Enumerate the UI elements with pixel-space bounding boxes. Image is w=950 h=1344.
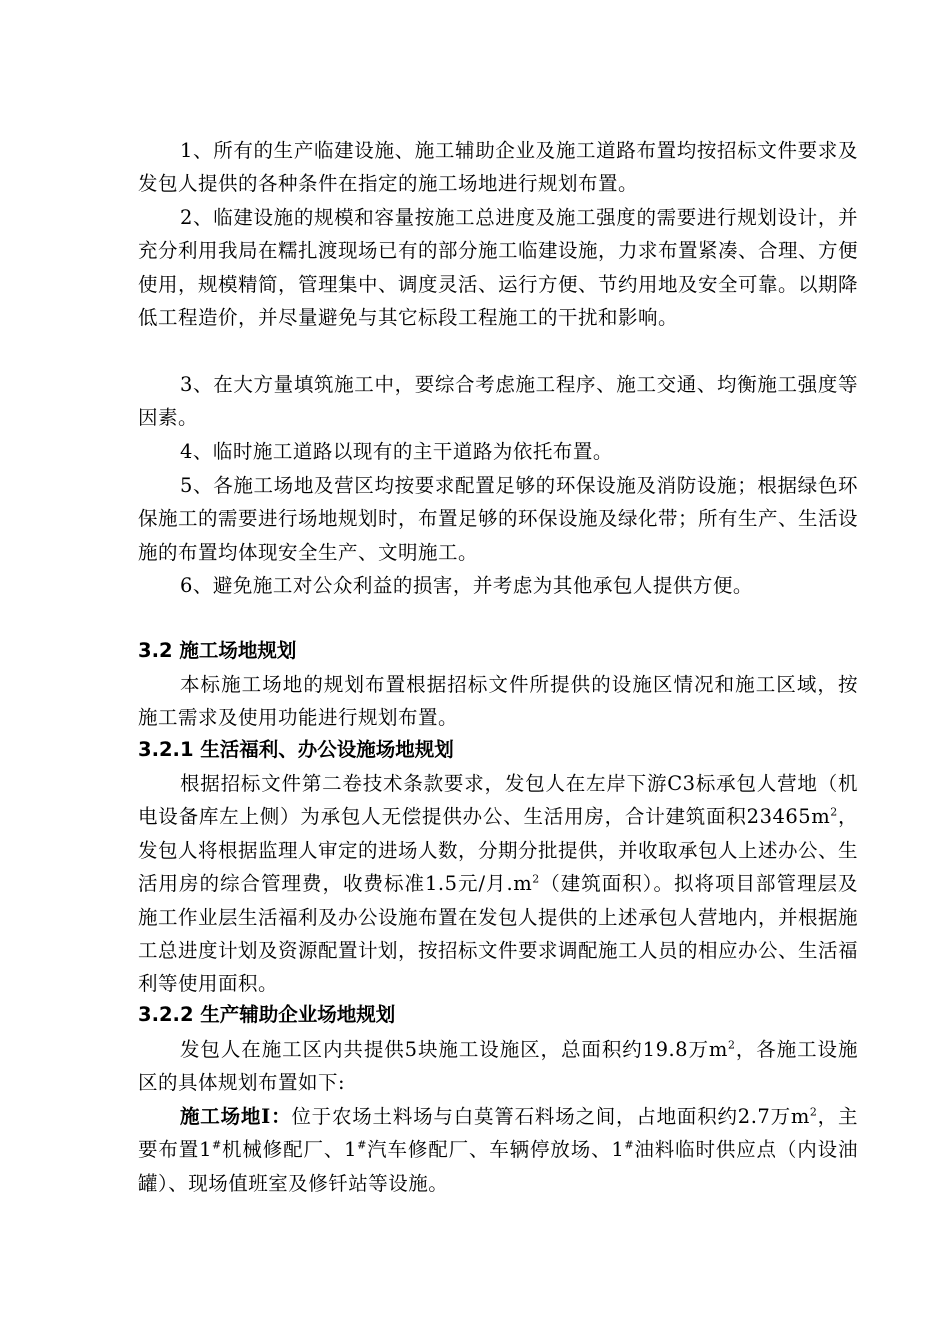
superscript: 2	[830, 805, 838, 819]
section-3-2-1-body	[138, 767, 858, 1001]
body-text: ，发包人将根据监理人审定的进场人数，分期分批提供，并收取承包人上述办公、生活用房的综合管理费，收费标准1.5元/月.m	[138, 805, 859, 896]
body-text: ，主要布置1	[138, 1105, 858, 1162]
superscript: 2	[809, 1105, 818, 1119]
principle-3: 3、在大方量填筑施工中，要综合考虑施工程序、施工交通、均衡施工强度等因素。	[138, 373, 858, 430]
superscript: #	[211, 1138, 222, 1152]
site-1-label: 施工场地Ⅰ：	[180, 1105, 292, 1128]
superscript: 2	[532, 872, 540, 886]
section-heading-3-2: 3.2 施工场地规划	[138, 639, 297, 662]
principle-1: 1、所有的生产临建设施、施工辅助企业及施工道路布置均按招标文件要求及发包人提供的各种条件在指定的施工场地进行规划布置。	[138, 139, 858, 196]
superscript: #	[624, 1138, 635, 1152]
principle-5: 5、各施工场地及营区均按要求配置足够的环保设施及消防设施；根据绿色环保施工的需要进行场地规划时，布置足够的环保设施及绿化带；所有生产、生活设施的布置均体现安全生产、文明施工。	[138, 474, 859, 564]
body-text: 发包人在施工区内共提供5块施工设施区，总面积约19.8万m	[180, 1038, 728, 1061]
section-3-2-2-body	[138, 1033, 858, 1100]
body-text: 汽车修配厂、车辆停放场、1	[366, 1138, 625, 1162]
superscript: 2	[727, 1038, 736, 1052]
body-text: 位于农场土料场与白莫箐石料场之间，占地面积约2.7万m	[291, 1105, 810, 1128]
section-heading-3-2-1: 3.2.1 生活福利、办公设施场地规划	[138, 738, 454, 761]
body-text: 机械修配厂、1	[221, 1138, 358, 1162]
superscript: #	[357, 1138, 367, 1152]
body-text: 油料临时供应点（内设油罐）、现场值班室及修钎站等设施。	[138, 1138, 858, 1195]
principle-6: 6、避免施工对公众利益的损害，并考虑为其他承包人提供方便。	[180, 574, 753, 597]
body-text: ，各施工设施区的具体规划布置如下:	[138, 1038, 858, 1095]
body-text: 根据招标文件第二卷技术条款要求，发包人在左岸下游C3标承包人营地（机电设备库左上侧）为承包人无偿提供办公、生活用房，合计建筑面积23465m	[138, 772, 858, 829]
principle-2: 2、临建设施的规模和容量按施工总进度及施工强度的需要进行规划设计，并充分利用我局在糯扎渡现场已有的部分施工临建设施，力求布置紧凑、合理、方便使用，规模精简，管理集中、调度灵活、运行方便、节约用地及安全可靠。以期降低工程造价，并尽量避免与其它标段工程施工的干扰和影响。	[138, 206, 859, 330]
site-1-paragraph	[138, 1100, 858, 1200]
section-heading-3-2-2: 3.2.2 生产辅助企业场地规划	[138, 1003, 396, 1026]
principle-4: 4、临时施工道路以现有的主干道路为依托布置。	[180, 440, 613, 463]
section-3-2-body: 本标施工场地的规划布置根据招标文件所提供的设施区情况和施工区域，按施工需求及使用功能进行规划布置。	[138, 673, 858, 730]
body-text: （建筑面积）。拟将项目部管理层及施工作业层生活福利及办公设施布置在发包人提供的上述承包人营地内，并根据施工总进度计划及资源配置计划，按招标文件要求调配施工人员的相应办公、生活福利等使用面积。	[138, 872, 859, 996]
